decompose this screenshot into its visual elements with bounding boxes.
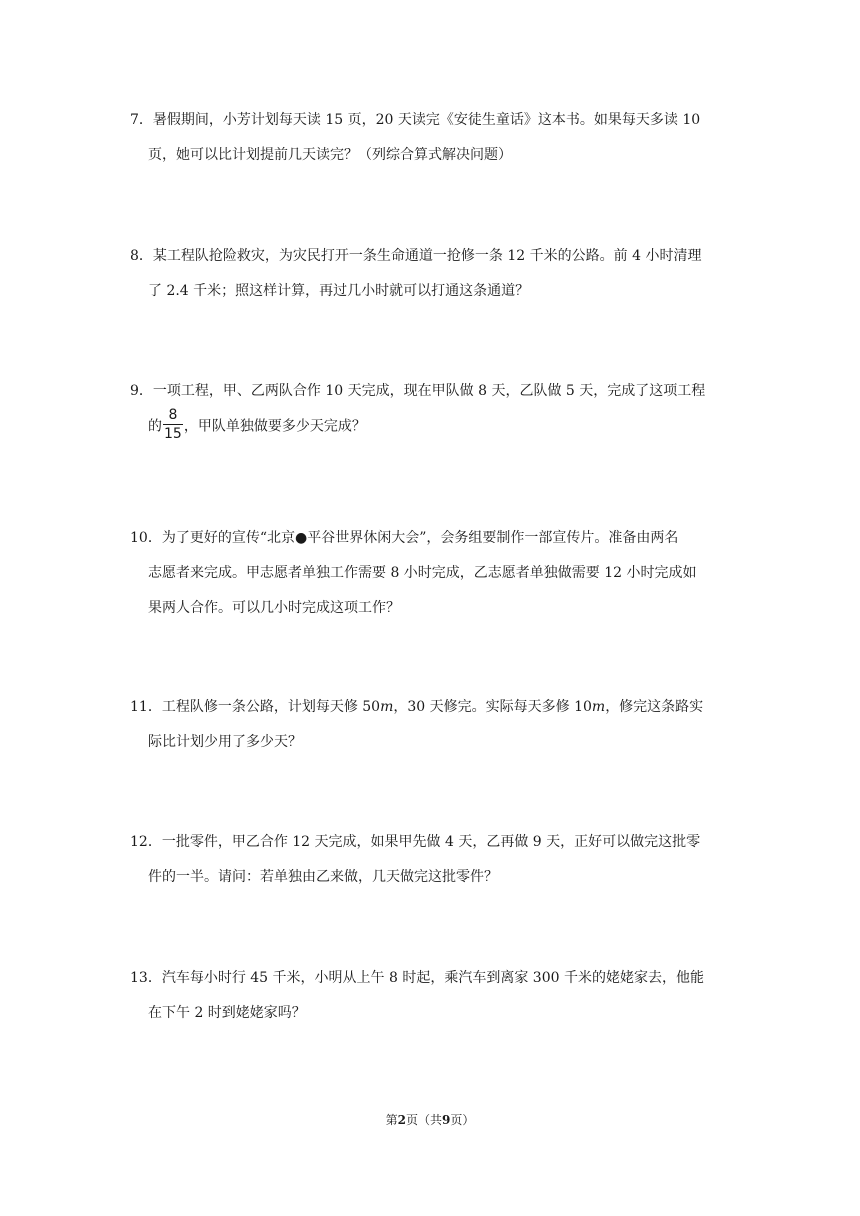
- problem-12-line-2: 件的一半。请问：若单独由乙来做，几天做完这批零件？: [148, 869, 498, 885]
- problem-8: [130, 239, 732, 309]
- problem-10-line-2: 志愿者来完成。甲志愿者单独工作需要 8 小时完成，乙志愿者单独做需要 12 小时完成如: [148, 565, 697, 581]
- problem-10-line-3: 果两人合作。可以几小时完成这项工作？: [148, 600, 400, 616]
- unit-meter: m: [380, 699, 394, 715]
- current-page-number: 2: [397, 1113, 406, 1127]
- problem-13: [130, 961, 732, 1031]
- problem-10-line-1: 10．为了更好的宣传“北京●平谷世界休闲大会”，会务组要制作一部宣传片。准备由两名: [130, 530, 679, 546]
- problem-number: 8．: [130, 248, 153, 264]
- fraction-bar: [163, 424, 183, 425]
- unit-meter: m: [591, 699, 606, 715]
- problem-10: [130, 521, 732, 626]
- problem-13-line-1: 13．汽车每小时行 45 千米，小明从上午 8 时起，乘汽车到离家 300 千米的姥姥家去，他能: [130, 970, 704, 986]
- page-footer: 第2页（共9页）: [385, 1113, 475, 1127]
- fraction-8-15: [163, 407, 183, 442]
- problem-9-line-2: 的 $\frac{8}{15}$ ，甲队单独做要多少天完成？: [148, 407, 366, 442]
- problem-number: 7．: [130, 112, 153, 128]
- problem-8-line-1: 8．某工程队抢险救灾，为灾民打开一条生命通道一抢修一条 12 千米的公路。前 4 小时清理: [130, 248, 702, 264]
- fraction-numerator: 8: [168, 407, 178, 423]
- problem-7-line-1: 7．暑假期间，小芳计划每天读 15 页，20 天读完《安徒生童话》这本书。如果每天多读 10: [130, 112, 701, 128]
- problem-number: 9．: [130, 383, 153, 399]
- problem-8-line-2: 了 2.4 千米；照这样计算，再过几小时就可以打通这条通道？: [148, 283, 530, 299]
- problem-12: [130, 825, 732, 895]
- problem-9: [130, 374, 732, 445]
- problem-number: 11．: [130, 699, 162, 715]
- problem-11: [130, 690, 732, 760]
- problem-number: 10．: [130, 530, 162, 546]
- problem-7: [130, 103, 732, 173]
- problem-11-line-1: 11．工程队修一条公路，计划每天修 50m，30 天修完。实际每天多修 10m，修完这条路实: [130, 699, 704, 715]
- fraction-denominator: 15: [164, 426, 182, 442]
- problem-7-line-2: 页，她可以比计划提前几天读完？（列综合算式解决问题）: [148, 147, 512, 163]
- problem-9-line-1: 9．一项工程，甲、乙两队合作 10 天完成，现在甲队做 8 天，乙队做 5 天，完成了这项工程: [130, 383, 706, 399]
- problem-13-line-2: 在下午 2 时到姥姥家吗？: [148, 1005, 306, 1021]
- problem-number: 13．: [130, 970, 162, 986]
- problem-number: 12．: [130, 834, 162, 850]
- total-page-number: 9: [442, 1113, 451, 1127]
- problem-11-line-2: 际比计划少用了多少天？: [148, 734, 302, 750]
- problem-12-line-1: 12．一批零件，甲乙合作 12 天完成，如果甲先做 4 天，乙再做 9 天，正好可以做完这批零: [130, 834, 701, 850]
